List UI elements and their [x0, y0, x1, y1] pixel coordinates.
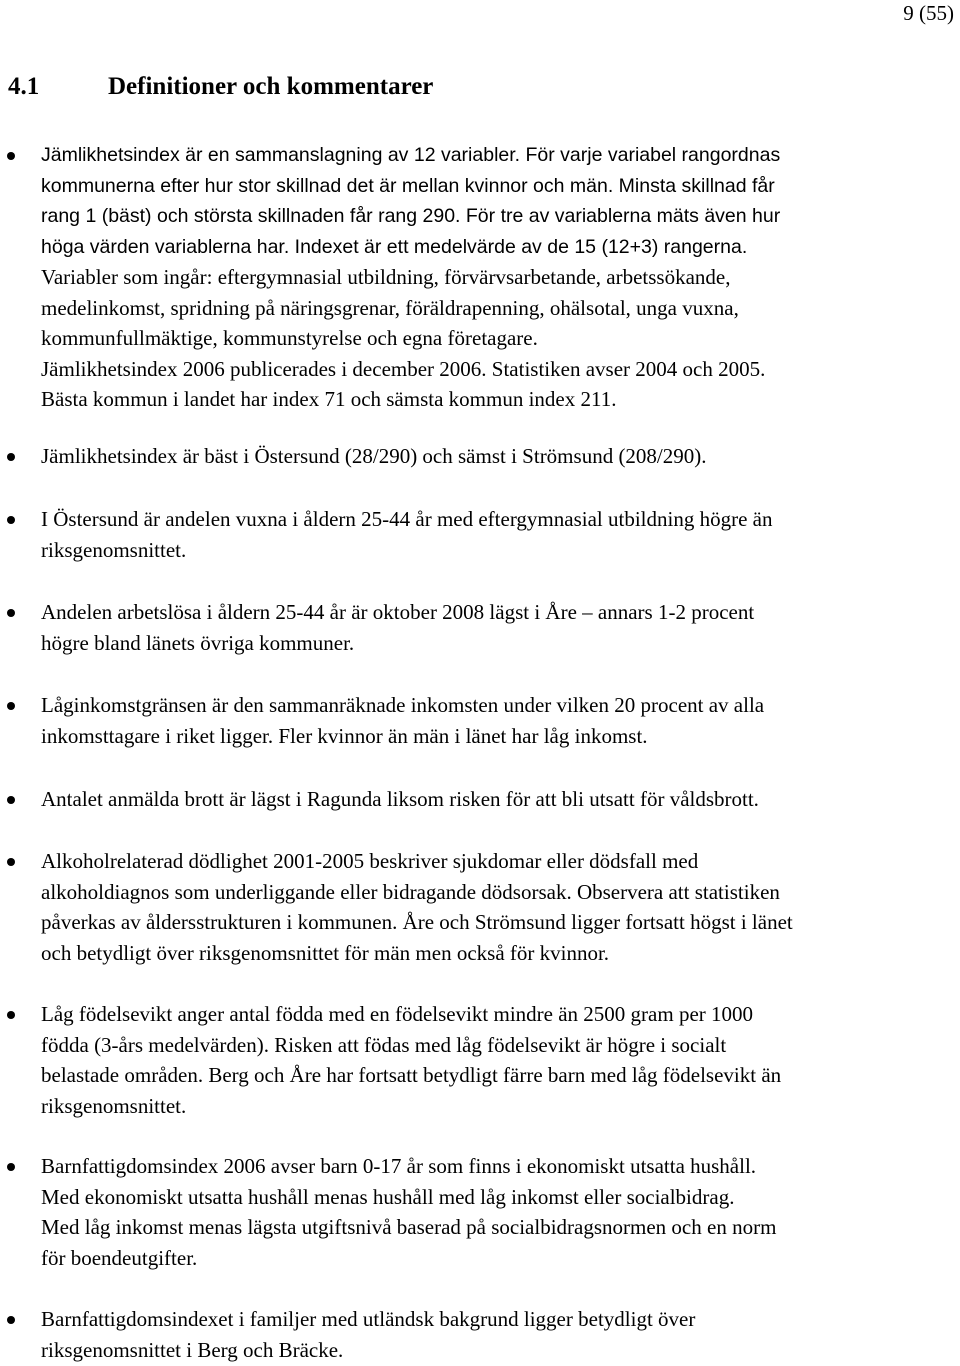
bullet-text: [41, 441, 956, 472]
bullet-text: [41, 1304, 956, 1365]
text-line: Låginkomstgränsen är den sammanräknade inkomsten under vilken 20 procent av alla: [41, 693, 765, 717]
bullet-icon: [7, 702, 15, 710]
bullet-text: [41, 1151, 956, 1273]
text-line: Med låg inkomst menas lägsta utgiftsnivå baserad på socialbidragsnormen och en norm: [41, 1215, 777, 1239]
text-line: kommunfullmäktige, kommunstyrelse och egna företagare.: [41, 326, 538, 350]
bullet-item: [0, 597, 960, 658]
text-line: Barnfattigdomsindexet i familjer med utländsk bakgrund ligger betydligt över: [41, 1307, 696, 1331]
text-line: Med ekonomiskt utsatta hushåll menas hushåll med låg inkomst eller socialbidrag.: [41, 1184, 735, 1209]
text-line: höga värden variablerna har. Indexet är ett medelvärde av de 15 (12+3) rangerna.: [41, 235, 748, 258]
bullet-item: [0, 140, 960, 415]
text-line: medelinkomst, spridning på näringsgrenar, föräldrapenning, ohälsotal, unga vuxna,: [41, 295, 739, 320]
text-line: påverkas av åldersstrukturen i kommunen. Åre och Strömsund ligger fortsatt högst i länet: [41, 910, 793, 934]
text-line: och betydligt över riksgenomsnittet för män men också för kvinnor.: [41, 940, 610, 965]
bullet-text: [41, 140, 956, 415]
section-title: Definitioner och kommentarer: [108, 73, 434, 100]
bullet-icon: [7, 152, 15, 160]
text-line: Jämlikhetsindex är en sammanslagning av 12 variabler. För varje variabel rangordnas: [41, 144, 781, 166]
bullet-icon: [7, 516, 15, 524]
text-line: riksgenomsnittet.: [41, 1093, 187, 1118]
text-line: riksgenomsnittet i Berg och Bräcke.: [41, 1337, 344, 1362]
text-line: födda (3-års medelvärden). Risken att födas med låg födelsevikt är högre i socialt: [41, 1032, 727, 1057]
text-line: Låg födelsevikt anger antal födda med en födelsevikt mindre än 2500 gram per 1000: [41, 1002, 754, 1026]
page-number: 9 (55): [903, 1, 954, 25]
bullet-item: [0, 846, 960, 968]
text-line: Antalet anmälda brott är lägst i Ragunda liksom risken för att bli utsatt för våldsbrott.: [41, 787, 759, 811]
bullet-icon: [7, 796, 15, 804]
bullet-text: [41, 999, 956, 1121]
bullet-text: [41, 846, 956, 968]
bullet-text: [41, 597, 956, 658]
bullet-item: [0, 1151, 960, 1273]
bullet-icon: [7, 1163, 15, 1171]
bullet-item: [0, 999, 960, 1121]
text-line: Variabler som ingår: eftergymnasial utbildning, förvärvsarbetande, arbetssökande,: [41, 265, 731, 289]
text-line: rang 1 (bäst) och största skillnaden får rang 290. För tre av variablerna mäts även hur: [41, 205, 781, 227]
text-line: inkomsttagare i riket ligger. Fler kvinnor än män i länet har låg inkomst.: [41, 723, 648, 748]
bullet-icon: [7, 609, 15, 617]
bullet-icon: [7, 1316, 15, 1324]
section-heading: [8, 70, 433, 104]
text-line: Bästa kommun i landet har index 71 och sämsta kommun index 211.: [41, 387, 617, 411]
text-line: Andelen arbetslösa i åldern 25-44 år är oktober 2008 lägst i Åre – annars 1-2 procent: [41, 600, 755, 624]
bullet-item: [0, 441, 960, 472]
text-line: Barnfattigdomsindex 2006 avser barn 0-17 år som finns i ekonomiskt utsatta hushåll.: [41, 1154, 757, 1178]
text-line: Jämlikhetsindex 2006 publicerades i december 2006. Statistiken avser 2004 och 2005.: [41, 356, 766, 381]
bullet-item: [0, 1304, 960, 1365]
text-line: för boendeutgifter.: [41, 1245, 198, 1270]
text-line: riksgenomsnittet.: [41, 537, 187, 562]
bullet-text: [41, 504, 956, 565]
bullet-icon: [7, 858, 15, 866]
text-line: belastade områden. Berg och Åre har fortsatt betydligt färre barn med låg födelsevikt än: [41, 1063, 782, 1087]
text-line: I Östersund är andelen vuxna i åldern 25-44 år med eftergymnasial utbildning högre än: [41, 507, 773, 531]
text-line: kommunerna efter hur stor skillnad det är mellan kvinnor och män. Minsta skillnad får: [41, 174, 775, 197]
text-line: alkoholdiagnos som underliggande eller bidragande dödsorsak. Observera att statistiken: [41, 879, 780, 904]
bullet-text: [41, 690, 956, 751]
bullet-icon: [7, 453, 15, 461]
bullet-item: [0, 784, 960, 815]
bullet-item: [0, 690, 960, 751]
text-line: Jämlikhetsindex är bäst i Östersund (28/290) och sämst i Strömsund (208/290).: [41, 444, 707, 468]
bullet-text: [41, 784, 956, 815]
bullet-item: [0, 504, 960, 565]
section-number: 4.1: [8, 73, 40, 100]
text-line: Alkoholrelaterad dödlighet 2001-2005 beskriver sjukdomar eller dödsfall med: [41, 849, 699, 873]
bullet-icon: [7, 1011, 15, 1019]
text-line: högre bland länets övriga kommuner.: [41, 630, 355, 655]
